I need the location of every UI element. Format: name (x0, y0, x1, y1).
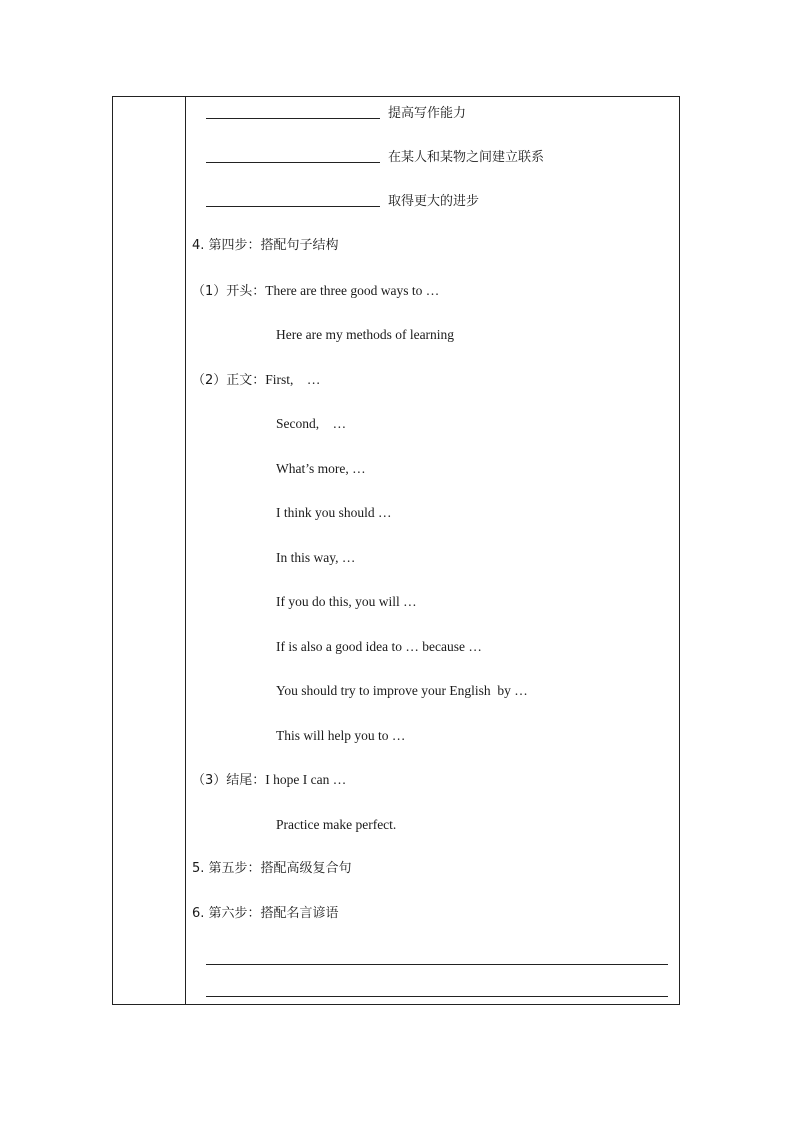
left-column (113, 97, 186, 1004)
opening-label: （1）开头： (192, 284, 266, 299)
body-label: （2）正文： (192, 373, 266, 388)
sentence-pattern: If is also a good idea to … because … (276, 639, 482, 654)
sentence-pattern: I hope I can … (265, 772, 347, 787)
sentence-pattern: What’s more, … (276, 461, 366, 476)
answer-line[interactable] (206, 964, 668, 965)
vocab-meaning: 提高写作能力 (388, 106, 467, 121)
sentence-pattern: I think you should … (276, 505, 392, 520)
step4-heading: 4. 第四步：搭配句子结构 (192, 238, 339, 253)
body-row (192, 371, 320, 390)
vocab-row (206, 104, 466, 123)
sentence-pattern: Practice make perfect. (276, 817, 397, 832)
vocab-row (206, 192, 479, 211)
sentence-pattern: You should try to improve your English by … (276, 683, 528, 698)
opening-row (192, 282, 439, 301)
answer-blank[interactable] (206, 148, 380, 163)
sentence-pattern: If you do this, you will … (276, 594, 417, 609)
sentence-pattern: In this way, … (276, 550, 356, 565)
sentence-pattern: First, … (265, 372, 321, 387)
sentence-pattern: There are three good ways to … (265, 283, 440, 298)
vocab-meaning: 取得更大的进步 (388, 194, 480, 209)
answer-line[interactable] (206, 996, 668, 997)
answer-blank[interactable] (206, 192, 380, 207)
sentence-pattern: This will help you to … (276, 728, 406, 743)
ending-label: （3）结尾： (192, 773, 266, 788)
ending-row (192, 771, 346, 790)
step6-heading: 6. 第六步：搭配名言谚语 (192, 906, 339, 921)
vocab-row (206, 148, 544, 167)
answer-blank[interactable] (206, 104, 380, 119)
sentence-pattern: Second, … (276, 416, 347, 431)
step5-heading: 5. 第五步：搭配高级复合句 (192, 861, 352, 876)
sentence-pattern: Here are my methods of learning (276, 327, 455, 342)
vocab-meaning: 在某人和某物之间建立联系 (388, 150, 545, 165)
